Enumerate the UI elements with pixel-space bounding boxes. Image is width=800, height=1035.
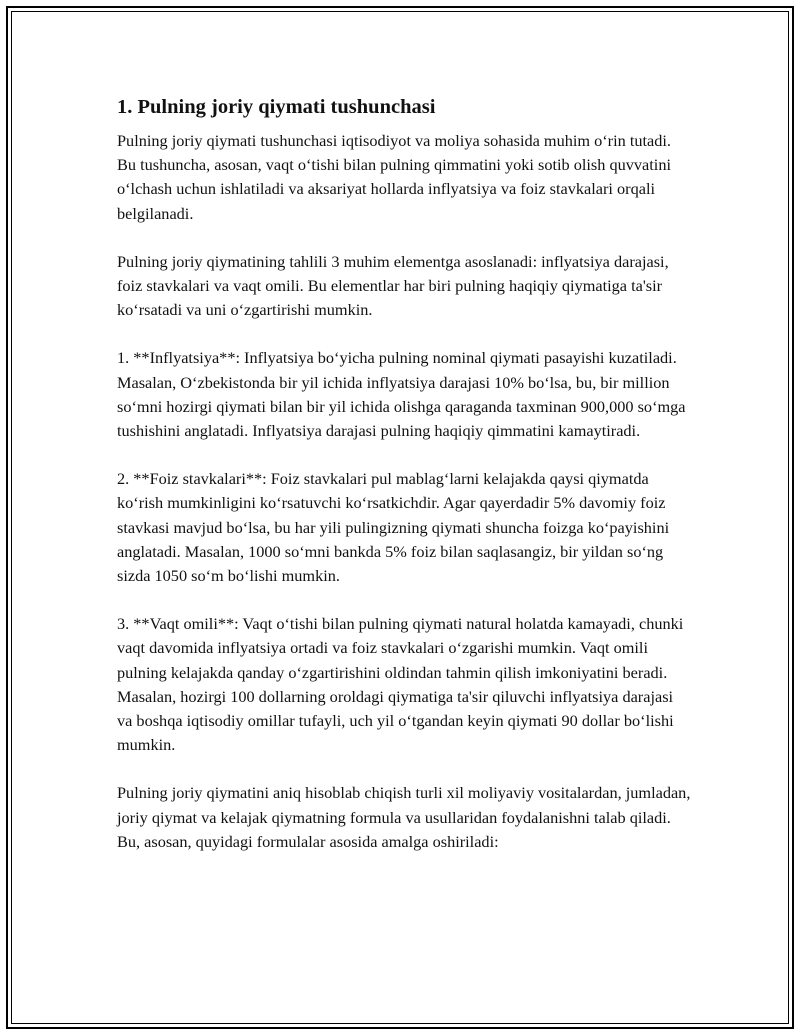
paragraph-time-factor: 3. **Vaqt omili**: Vaqt oʻtishi bilan pulning qiymati natural holatda kamayadi, chunki vaqt davomida inflyatsiya ortadi va foiz stavkalari oʻzgarishi mumkin. Vaqt omili pulning kelajakda qanday oʻzgartirishini oldindan tahmin qilish imkoniyatini beradi. Masalan, hozirgi 100 dollarning oroldagi qiymatiga ta'sir qiluvchi inflyatsiya darajasi va boshqa iqtisodiy omillar tufayli, uch yil oʻtgandan keyin qiymati 90 dollar boʻlishi mumkin. xyxy=(117,614,684,755)
paragraph-intro: Pulning joriy qiymati tushunchasi iqtisodiyot va moliya sohasida muhim oʻrin tutadi. Bu tushuncha, asosan, vaqt oʻtishi bilan pulning qimmatini yoki sotib olish quvvatini oʻlchash uchun ishlatiladi va aksariyat hollarda inflyatsiya va foiz stavkalari orqali belgilanadi. xyxy=(117,131,671,223)
document-body xyxy=(117,94,692,878)
paragraph-interest-rates: 2. **Foiz stavkalari**: Foiz stavkalari pul mablagʻlarni kelajakda qaysi qiymatda koʻrish mumkinligini koʻrsatuvchi koʻrsatkichdir. Agar qayerdadir 5% davomiy foiz stavkasi mavjud boʻlsa, bu har yili pulingizning qiymati shuncha foizga koʻpayishini anglatadi. Masalan, 1000 soʻmni bankda 5% foiz bilan saqlasangiz, bir yildan soʻng sizda 1050 soʻm boʻlishi mumkin. xyxy=(117,469,670,586)
paragraph-elements: Pulning joriy qiymatining tahlili 3 muhim elementga asoslanadi: inflyatsiya darajasi, foiz stavkalari va vaqt omili. Bu elementlar har biri pulning haqiqiy qiymatiga ta'sir koʻrsatadi va uni oʻzgartirishi mumkin. xyxy=(117,251,669,320)
paragraph-conclusion: Pulning joriy qiymatini aniq hisoblab chiqish turli xil moliyaviy vositalardan, jumladan, joriy qiymat va kelajak qiymatning formula va usullaridan foydalanishni talab qiladi. Bu, asosan, quyidagi formulalar asosida amalga oshiriladi: xyxy=(117,783,691,851)
paragraph-inflation: 1. **Inflyatsiya**: Inflyatsiya boʻyicha pulning nominal qiymati pasayishi kuzatiladi. Masalan, Oʻzbekistonda bir yil ichida inflyatsiya darajasi 10% boʻlsa, bu, bir million soʻmni hozirgi qiymati bilan bir yil ichida olishga qaraganda taxminan 900,000 soʻmga tushishini anglatadi. Inflyatsiya darajasi pulning haqiqiy qimmatini kamaytiradi. xyxy=(117,348,686,441)
section-title: 1. Pulning joriy qiymati tushunchasi xyxy=(117,96,436,118)
